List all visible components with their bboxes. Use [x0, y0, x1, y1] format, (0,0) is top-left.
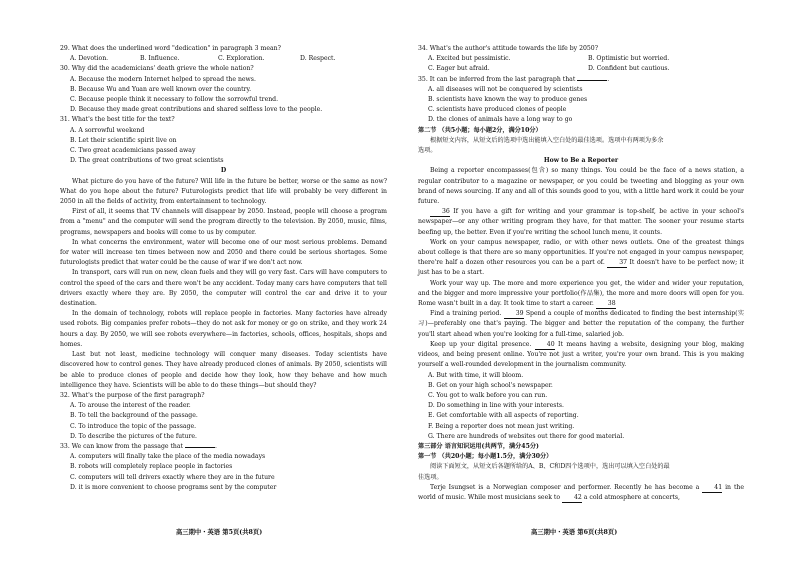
question-33-text: 33. We can know from the passage that [60, 442, 184, 450]
question-29-stem: 29. What does the underlined word "dedication" in paragraph 3 mean? [60, 45, 281, 52]
answer-blank[interactable] [577, 80, 607, 81]
option[interactable]: B. Optimistic but worried. [588, 55, 670, 63]
option[interactable]: D. The great contributions of two great scientists [70, 157, 224, 165]
passage-paragraph: Being a reporter encompasses(包含) so many things. You could be the face of a news station, a regular contributor to a magazine or newspaper, or you could be tweeting and blogging as your own brand of news sourcing. If any and all of this sounds good to you, with a little hard work it could be your future. [418, 167, 744, 206]
answer-blank[interactable]: 42 [562, 493, 582, 503]
paragraph-text: If you have a gift for writing and your grammar is top-shelf, be active in your school's newspaper—or any other writing program they have, for that matter. The sooner your resume starts beefing up, the better. Even if you're writing the school lunch menu, it counts. [418, 208, 744, 236]
option[interactable]: G. There are hundreds of websites out there for good material. [428, 432, 625, 440]
paragraph-text: It means having a website, designing your blog, making videos, and being present online. You're not just a writer, you're your own brand. This is you making yourself a well-rounded development in the journalism community. [418, 340, 745, 369]
question-29-options [60, 54, 387, 64]
paragraph-text: a cold atmosphere at concerts, [583, 493, 680, 501]
right-column [418, 44, 744, 503]
option[interactable]: F. Being a reporter does not mean just writing. [428, 422, 575, 430]
option[interactable]: D. Because they made great contributions and shared selfless love to the people. [70, 106, 323, 114]
section-heading: 第一节 （共20小题；每小题1.5分，满分30分） [418, 453, 553, 461]
option[interactable]: B. robots will completely replace people in factories [70, 463, 233, 471]
option[interactable]: C. You got to walk before you can run. [428, 391, 548, 399]
option[interactable]: B. Get on your high school's newspaper. [428, 381, 553, 389]
answer-blank[interactable]: 41 [702, 483, 722, 493]
option[interactable]: D. Confident but cautious. [588, 65, 670, 73]
page-footer: 高三期中・英语 第6页(共8页) [531, 529, 618, 536]
section-instructions: 佳选项。 [418, 473, 443, 481]
paragraph-text: Keep up your digital presence. [430, 340, 532, 348]
page-footer: 高三期中・英语 第5页(共8页) [176, 529, 263, 536]
answer-blank[interactable]: 40 [535, 340, 555, 350]
option[interactable]: C. To introduce the topic of the passage. [70, 422, 197, 430]
option[interactable]: D. Respect. [300, 55, 336, 63]
question-35-text: 35. It can be inferred from the last paragraph that [418, 75, 576, 83]
question-32-stem: 32. What's the purpose of the first paragraph? [60, 391, 205, 399]
part-heading: 第三部分 语言知识运用(共两节，满分45分) [418, 442, 539, 450]
passage-paragraph [418, 238, 744, 279]
option[interactable]: C. Two great academicians passed away [70, 147, 196, 155]
answer-blank[interactable]: 36 [430, 207, 450, 217]
answer-blank[interactable] [185, 447, 215, 448]
option[interactable]: A. A sorrowful weekend [70, 126, 145, 134]
option[interactable]: D. it is more convenient to choose programs sent by the computer [70, 483, 277, 491]
option[interactable]: B. To tell the background of the passage. [70, 412, 198, 420]
option[interactable]: A. Devotion. [70, 55, 109, 63]
left-column [60, 44, 387, 493]
paragraph-text: Work on your campus newspaper, radio, or with other news outlets. One of the greatest things about college is that there are so many opportunities. If you're not engaged in your campus newspaper, there're half a dozen other resources you can be a part of. [418, 238, 744, 267]
passage-paragraph: Last but not least, medicine technology will conquer many diseases. Today scientists have discovered how to control genes. They have already produced clones of animals. By 2050, scientists will be able to produce clones of people and decide how they look, how they behave and how much intelligence they have. Scientists will be able to do these things—but should they? [60, 351, 387, 389]
question-34-stem: 34. What's the author's attitude towards the life by 2050? [418, 45, 598, 52]
option[interactable]: A. computers will finally take the place of the media nowadays [70, 453, 266, 461]
paragraph-text: Spend a couple of months dedicated to finding the best internship(实习)—preferably one that's paying. The bigger and better the reputation of the company, the further you'll start ahead when you're looking for a full-time, salaried job. [418, 310, 744, 338]
question-33-stem: 33. We can know from the passage that . [60, 442, 217, 450]
question-34-options [418, 64, 744, 74]
paragraph-text: in the world of music. While most musicians seek to [418, 483, 745, 501]
option[interactable]: B. Because Wu and Yuan are well known over the country. [70, 85, 252, 93]
answer-blank[interactable]: 39 [504, 309, 524, 319]
option[interactable]: A. But with time, it will bloom. [428, 371, 524, 379]
option[interactable]: E. Get comfortable with all aspects of reporting. [428, 412, 579, 420]
section-instructions: 阅读下面短文，从短文后各题所给的A、B、C和D四个选项中，选出可以填入空白处的最 [430, 463, 670, 471]
answer-blank[interactable]: 37 [607, 258, 627, 268]
passage-paragraph: In transport, cars will run on new, clean fuels and they will go very fast. Cars will have computers to control the speed of the cars and there won't be any accident. Today many cars have computers that tell drivers exactly where they are. By 2050, the computer will control the car and drive it to your destination. [60, 269, 387, 308]
option[interactable]: B. Influence. [140, 55, 180, 63]
option[interactable]: D. Do something in line with your interests. [428, 402, 564, 410]
option[interactable]: C. Because people think it necessary to follow the sorrowful trend. [70, 96, 279, 104]
passage-paragraph [418, 207, 744, 238]
section-instructions: 根据短文内容，从短文后的选项中选出能填入空白处的最佳选项。选项中有两项为多余 [430, 136, 664, 144]
section-heading: 第二节 （共5小题；每小题2分，满分10分） [418, 126, 542, 134]
passage-paragraph: First of all, it seems that TV channels will disappear by 2050. Instead, people will choose a program from a "menu" and the computer will send the program directly to the television. By 2050, music, films, programs, newspapers and books will come to us by computer. [60, 208, 387, 236]
paragraph-text: Terje Isungset is a Norwegian composer and performer. Recently he has become a [430, 483, 700, 491]
passage-paragraph: In the domain of technology, robots will replace people in factories. Many factories have already used robots. Big companies prefer robots—they do not ask for money or go on strike, and they work 24 hours a day. By 2050, we will see robots everywhere—in factories, schools, offices, hospitals, shops and homes. [60, 310, 387, 348]
option[interactable]: C. Exploration. [218, 55, 265, 63]
question-35-stem: 35. It can be inferred from the last paragraph that . [418, 75, 610, 83]
paragraph-text: Find a training period. [430, 310, 502, 318]
question-34-options [418, 54, 744, 64]
passage-paragraph: What picture do you have of the future? Will life in the future be better, worse or the same as now? What do you hope about the future? Futurologists predict that life will probably be very different in 2050 in all the fields of activity, from entertainment to technology. [60, 177, 387, 206]
section-instructions: 选项。 [418, 147, 437, 155]
answer-blank[interactable]: 38 [596, 299, 616, 309]
cloze-paragraph [418, 483, 744, 503]
option[interactable]: B. Let their scientific spirit live on [70, 136, 177, 144]
passage-paragraph [418, 309, 744, 340]
option[interactable]: C. Eager but afraid. [428, 65, 490, 73]
passage-title: How to Be a Reporter [543, 157, 619, 165]
option[interactable]: A. Because the modern Internet helped to spread the news. [70, 75, 256, 83]
option[interactable]: D. the clones of animals have a long way to go [428, 116, 573, 124]
option[interactable]: D. To describe the pictures of the future. [70, 432, 197, 440]
option[interactable]: C. computers will tell drivers exactly where they are in the future [70, 473, 275, 481]
paragraph-text: It doesn't have to be perfect now; it just has to be a start. [418, 259, 744, 277]
paragraph-text: Work your way up. The more and more experience you get, the wider and wider your reputation, and the bigger and more impressive your portfolio(作品集), the more and more doors will open for you. Rome wasn't built in a day. It took time to start a career. [418, 279, 744, 308]
passage-paragraph [418, 279, 744, 310]
option[interactable]: B. scientists have known the way to produce genes [428, 96, 588, 104]
passage-paragraph [418, 340, 744, 371]
question-31-stem: 31. What's the best title for the text? [60, 116, 175, 124]
passage-letter: D [220, 167, 227, 175]
option[interactable]: A. To arouse the interest of the reader. [70, 402, 191, 410]
option[interactable]: A. all diseases will not be conquered by scientists [428, 85, 583, 93]
passage-paragraph: In what concerns the environment, water will become one of our most serious problems. Demand for water will increase ten times between now and 2050 and there could be serious shortages. Some futurologists predict that water could be the cause of war if we don't act now. [60, 238, 387, 267]
question-30-stem: 30. Why did the academicians' death grieve the whole nation? [60, 65, 254, 73]
option[interactable]: C. scientists have produced clones of people [428, 106, 567, 114]
option[interactable]: A. Excited but pessimistic. [428, 55, 511, 63]
